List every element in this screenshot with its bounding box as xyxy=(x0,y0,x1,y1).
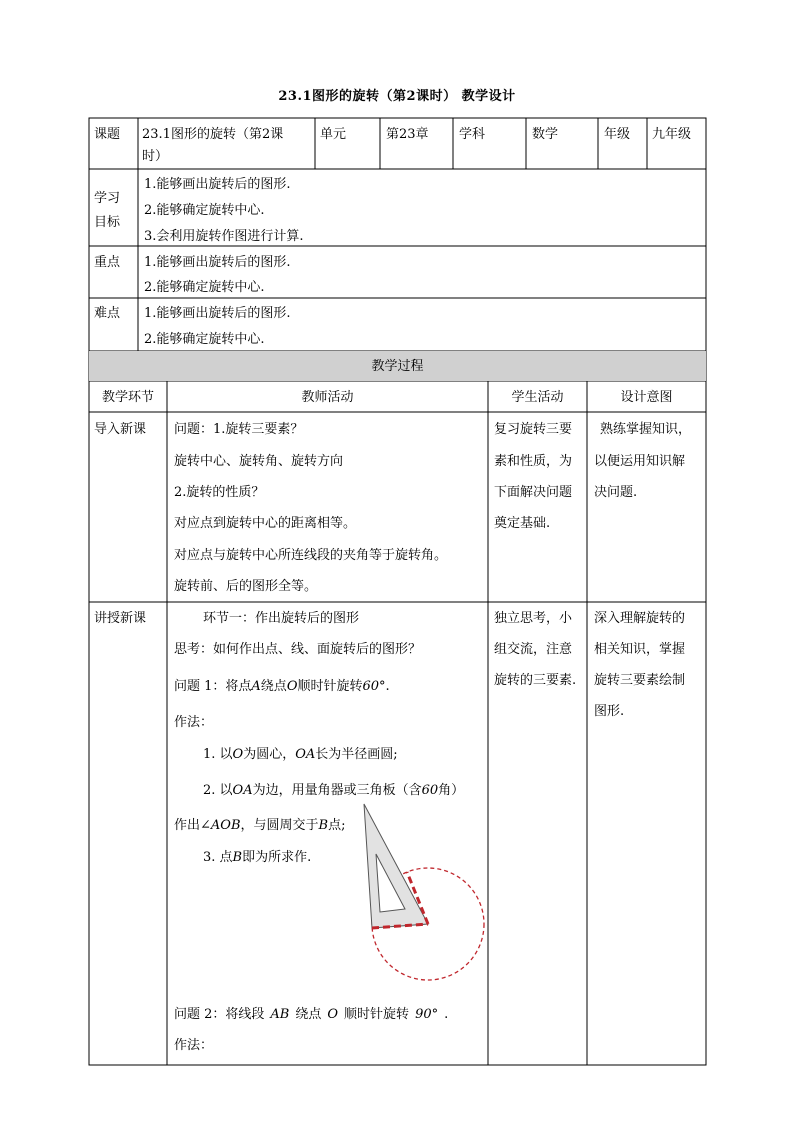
stage-lecture: 讲授新课 xyxy=(94,611,147,626)
design-line: 相关知识，掌握 xyxy=(594,642,686,657)
s2-text-b: 为边，用量角器或三角板（含 xyxy=(252,783,422,798)
step-3 xyxy=(203,849,311,866)
label-objectives-2: 目标 xyxy=(94,215,121,230)
unit-value: 第23章 xyxy=(386,127,429,142)
step-2-cont xyxy=(174,817,345,834)
design-line: 旋转三要素绘制 xyxy=(594,673,686,688)
question-1 xyxy=(174,678,390,695)
s2b-text-c: 点; xyxy=(328,818,346,833)
student-line: 素和性质，为 xyxy=(494,454,573,469)
student-line: 奠定基础. xyxy=(494,516,551,531)
difficulty-item: 1.能够画出旋转后的图形. xyxy=(144,306,291,321)
label-difficulties: 难点 xyxy=(94,306,121,321)
process-heading: 教学过程 xyxy=(371,359,424,374)
s2b-angle: ∠AOB xyxy=(200,818,241,833)
teacher-line: 旋转前、后的图形全等。 xyxy=(174,579,318,594)
label-objectives-1: 学习 xyxy=(94,191,121,206)
label-unit: 单元 xyxy=(320,127,347,142)
s1-text-b: 为圆心， xyxy=(243,747,296,762)
col-design-header: 设计意图 xyxy=(620,390,673,405)
s1-text-a: 1. 以 xyxy=(203,747,233,762)
design-line: 决问题. xyxy=(594,485,638,500)
q2-text-c: 顺时针旋转 xyxy=(344,1007,410,1022)
q2-text-b: 绕点 xyxy=(295,1007,322,1022)
s3-point-b: B xyxy=(232,850,243,865)
design-line: 熟练掌握知识， xyxy=(600,422,692,437)
q1-unit: °. xyxy=(379,679,390,694)
student-line: 旋转的三要素. xyxy=(494,673,577,688)
q2-degree: 90° xyxy=(415,1007,439,1022)
student-line: 独立思考，小 xyxy=(494,611,573,626)
objective-item: 3.会利用旋转作图进行计算. xyxy=(144,229,304,244)
teacher-line: 问题：1.旋转三要素？ xyxy=(174,422,304,437)
teacher-line: 对应点与旋转中心所连线段的夹角等于旋转角。 xyxy=(174,548,448,563)
section-title: 环节一：作出旋转后的图形 xyxy=(203,611,360,626)
design-line: 图形. xyxy=(594,704,625,719)
col-stage-header: 教学环节 xyxy=(101,390,154,405)
step-2 xyxy=(203,782,464,799)
s3-text-a: 3. 点 xyxy=(203,850,233,865)
s2-segment-oa: OA xyxy=(232,783,253,798)
teacher-line: 2.旋转的性质？ xyxy=(174,485,265,500)
q1-point-a: A xyxy=(251,679,261,694)
s1-point-o: O xyxy=(232,747,244,762)
topic-line-2: 时） xyxy=(142,149,169,164)
design-line: 深入理解旋转的 xyxy=(594,611,686,626)
s1-segment-oa: OA xyxy=(295,747,316,762)
design-line: 以便运用知识解 xyxy=(594,454,686,469)
key-point-item: 1.能够画出旋转后的图形. xyxy=(144,255,291,270)
label-subject: 学科 xyxy=(459,127,486,142)
student-line: 组交流，注意 xyxy=(494,642,573,657)
student-line: 下面解决问题 xyxy=(494,485,573,500)
s2-text-c: 角） xyxy=(438,783,465,798)
q1-text-b: 绕点 xyxy=(260,679,287,694)
think-prompt: 思考：如何作出点、线、面旋转后的图形？ xyxy=(174,642,422,657)
subject-value: 数学 xyxy=(532,127,559,142)
objective-item: 1.能够画出旋转后的图形. xyxy=(144,177,291,192)
difficulty-item: 2.能够确定旋转中心. xyxy=(144,332,265,347)
grade-value: 九年级 xyxy=(652,127,692,142)
col-student-header: 学生活动 xyxy=(511,390,564,405)
teacher-line: 对应点到旋转中心的距离相等。 xyxy=(174,516,357,531)
step-1 xyxy=(203,746,398,763)
method-label: 作法： xyxy=(174,715,214,730)
q2-text-a: 问题 2：将线段 xyxy=(174,1007,265,1022)
s3-text-b: 即为所求作. xyxy=(242,850,312,865)
stage-intro: 导入新课 xyxy=(94,422,147,437)
q1-text-c: 顺时针旋转 xyxy=(297,679,363,694)
q2-text-d: . xyxy=(444,1007,449,1022)
s2b-point-b: B xyxy=(318,818,329,833)
teacher-line: 旋转中心、旋转角、旋转方向 xyxy=(174,454,344,469)
label-topic: 课题 xyxy=(94,127,121,142)
q1-degree: 60 xyxy=(362,679,380,694)
method-label-2: 作法： xyxy=(174,1038,214,1053)
q1-text-a: 问题 1：将点 xyxy=(174,679,252,694)
s2-sixty: 60 xyxy=(421,783,439,798)
objective-item: 2.能够确定旋转中心. xyxy=(144,203,265,218)
s2b-text-b: ，与圆周交于 xyxy=(240,818,319,833)
rotation-construction-figure xyxy=(355,800,495,1000)
key-point-item: 2.能够确定旋转中心. xyxy=(144,280,265,295)
s2-text-a: 2. 以 xyxy=(203,783,233,798)
q1-point-o: O xyxy=(286,679,298,694)
q2-segment-ab: AB xyxy=(270,1007,290,1022)
s2b-text-a: 作出 xyxy=(174,818,201,833)
question-2 xyxy=(174,1006,448,1023)
col-teacher-header: 教师活动 xyxy=(301,390,354,405)
label-key-points: 重点 xyxy=(94,255,121,270)
topic-line-1: 23.1图形的旋转（第2课 xyxy=(142,127,284,142)
q2-point-o: O xyxy=(327,1007,339,1022)
student-line: 复习旋转三要 xyxy=(494,422,573,437)
document-title: 23.1图形的旋转（第2课时） 教学设计 xyxy=(278,89,516,104)
label-grade: 年级 xyxy=(604,127,631,142)
s1-text-c: 长为半径画圆; xyxy=(315,747,398,762)
